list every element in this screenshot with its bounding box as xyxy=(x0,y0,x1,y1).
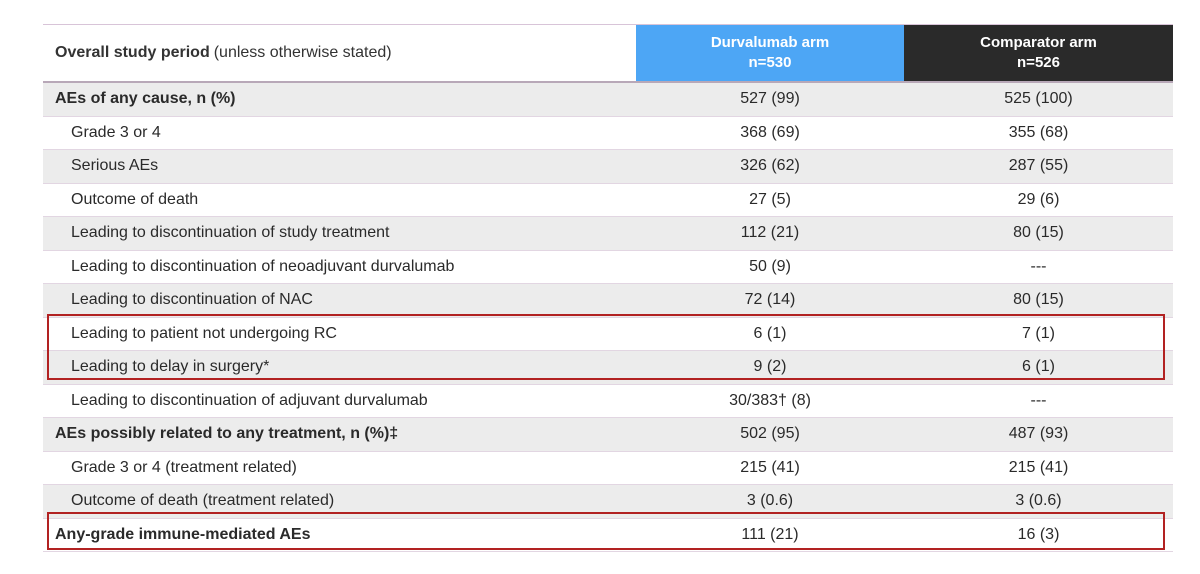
comparator-value: 3 (0.6) xyxy=(1015,492,1062,510)
header-period-label xyxy=(43,25,636,81)
table-row xyxy=(43,150,1173,184)
durvalumab-value: 72 (14) xyxy=(744,291,796,309)
row-label: Outcome of death (treatment related) xyxy=(71,492,335,510)
row-label: Leading to discontinuation of adjuvant durvalumab xyxy=(71,391,428,409)
row-label: Grade 3 or 4 (treatment related) xyxy=(71,458,297,476)
comparator-arm-title: Comparator arm xyxy=(980,34,1097,51)
comparator-value: 287 (55) xyxy=(1008,157,1069,175)
durvalumab-value: 3 (0.6) xyxy=(746,492,794,510)
durvalumab-value: 27 (5) xyxy=(749,190,791,208)
table-header xyxy=(43,24,1173,83)
comparator-value: 80 (15) xyxy=(1013,224,1064,242)
adverse-events-table xyxy=(43,24,1173,552)
comparator-value: 215 (41) xyxy=(1008,458,1069,476)
durvalumab-value: 215 (41) xyxy=(740,458,800,476)
durvalumab-value: 111 (21) xyxy=(741,525,799,543)
durvalumab-value: 326 (62) xyxy=(740,157,800,175)
durvalumab-value: 368 (69) xyxy=(740,123,800,141)
header-label-bold: Overall study period xyxy=(55,44,210,61)
durvalumab-value: 50 (9) xyxy=(749,257,791,275)
row-label: Outcome of death xyxy=(71,190,199,208)
table-row xyxy=(43,418,1173,452)
comparator-value: 487 (93) xyxy=(1008,425,1069,443)
table-row xyxy=(43,318,1173,352)
table-row xyxy=(43,83,1173,117)
table-row xyxy=(43,351,1173,385)
comparator-value: 355 (68) xyxy=(1008,123,1069,141)
header-comparator-arm xyxy=(904,25,1173,81)
header-durvalumab-arm xyxy=(636,25,904,81)
table-row xyxy=(43,385,1173,419)
durvalumab-value: 6 (1) xyxy=(753,324,787,342)
table-row xyxy=(43,117,1173,151)
row-label: AEs of any cause, n (%) xyxy=(55,90,236,108)
durvalumab-arm-title: Durvalumab arm xyxy=(710,34,830,51)
durvalumab-value: 527 (99) xyxy=(740,90,800,108)
table-row xyxy=(43,184,1173,218)
table-row xyxy=(43,217,1173,251)
row-label: AEs possibly related to any treatment, n (%)‡ xyxy=(55,425,399,443)
table-row xyxy=(43,485,1173,519)
row-label: Leading to delay in surgery* xyxy=(71,358,270,376)
table-row xyxy=(43,251,1173,285)
comparator-value: 7 (1) xyxy=(1022,324,1055,342)
durvalumab-arm-n: n=530 xyxy=(748,54,792,71)
table-row xyxy=(43,284,1173,318)
row-label: Leading to patient not undergoing RC xyxy=(71,324,337,342)
header-label-rest: (unless otherwise stated) xyxy=(213,44,392,61)
comparator-value: --- xyxy=(1030,391,1047,409)
comparator-value: 29 (6) xyxy=(1017,190,1060,208)
row-label: Serious AEs xyxy=(71,157,159,175)
durvalumab-value: 9 (2) xyxy=(753,358,787,376)
comparator-arm-n: n=526 xyxy=(1017,54,1060,71)
row-label: Grade 3 or 4 xyxy=(71,123,161,141)
row-label: Leading to discontinuation of NAC xyxy=(71,291,313,309)
row-label: Leading to discontinuation of neoadjuvant durvalumab xyxy=(71,257,455,275)
comparator-value: 6 (1) xyxy=(1022,358,1055,376)
row-label: Any-grade immune-mediated AEs xyxy=(55,525,311,543)
comparator-value: --- xyxy=(1030,257,1047,275)
table-row xyxy=(43,519,1173,553)
row-label: Leading to discontinuation of study treatment xyxy=(71,224,390,242)
comparator-value: 525 (100) xyxy=(1004,90,1073,108)
comparator-value: 16 (3) xyxy=(1017,525,1060,543)
durvalumab-value: 502 (95) xyxy=(740,425,800,443)
durvalumab-value: 30/383† (8) xyxy=(729,391,811,409)
table-row xyxy=(43,452,1173,486)
comparator-value: 80 (15) xyxy=(1013,291,1064,309)
durvalumab-value: 112 (21) xyxy=(740,224,800,242)
